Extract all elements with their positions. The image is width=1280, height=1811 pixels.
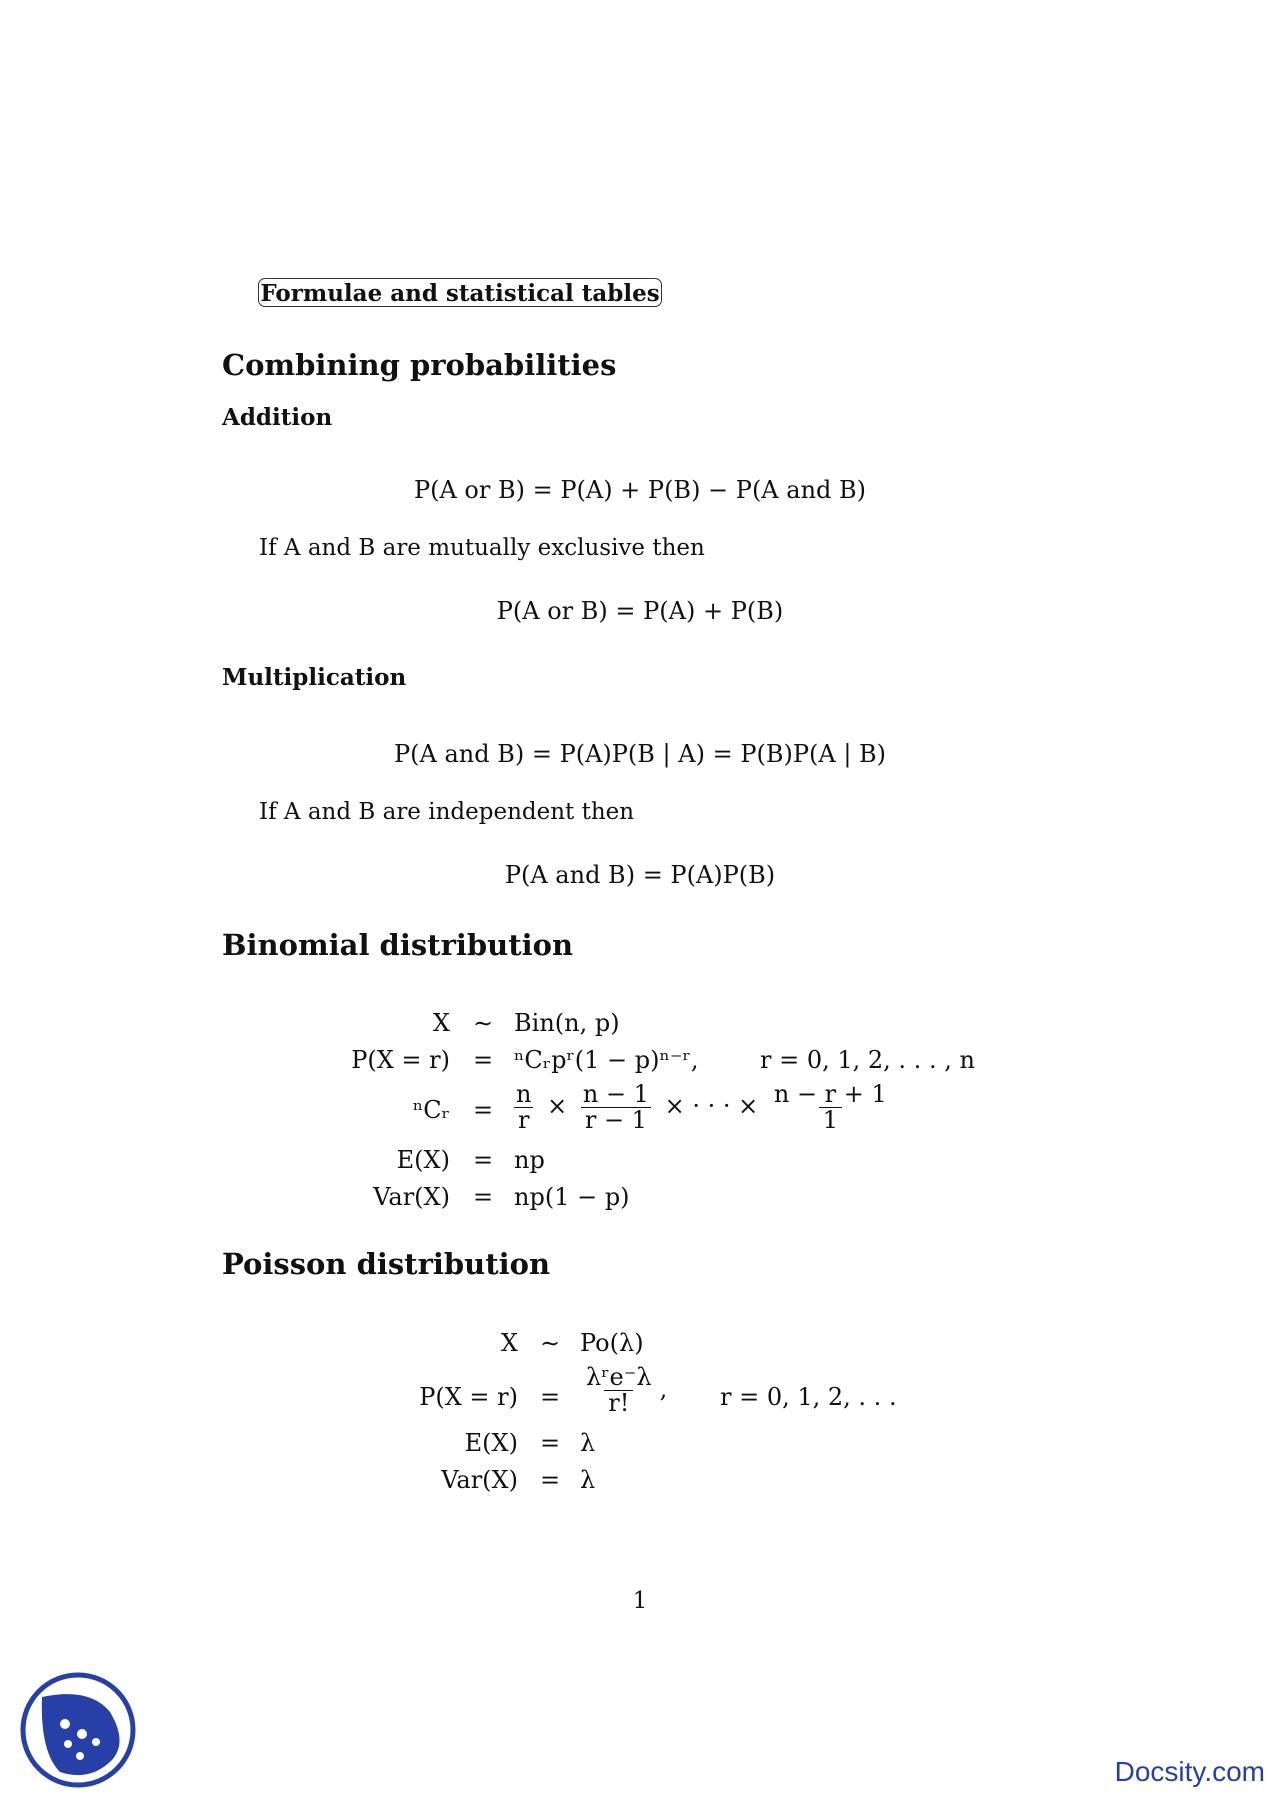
docsity-logo-icon bbox=[20, 1672, 136, 1788]
binomial-variance-rel: = bbox=[472, 1183, 494, 1211]
binomial-rhs: Bin(n, p) bbox=[514, 1009, 620, 1037]
ncr-fraction-3 bbox=[770, 1082, 891, 1133]
poisson-variance-rel: = bbox=[539, 1466, 561, 1494]
poisson-pmf-fraction bbox=[582, 1365, 656, 1416]
binomial-mean-lhs: E(X) bbox=[396, 1146, 450, 1174]
poisson-rhs: Po(λ) bbox=[580, 1329, 644, 1357]
poisson-mean-rhs: λ bbox=[580, 1429, 596, 1457]
poisson-variance-rhs: λ bbox=[580, 1466, 596, 1494]
page-number: 1 bbox=[632, 1588, 648, 1614]
document-title: Formulae and statistical tables bbox=[258, 278, 662, 307]
ncr-fraction-2 bbox=[579, 1082, 653, 1133]
fraction-denominator: r − 1 bbox=[581, 1107, 651, 1133]
independent-equation: P(A and B) = P(A)P(B) bbox=[504, 861, 776, 889]
subsection-heading-addition: Addition bbox=[222, 404, 333, 431]
addition-rule-equation: P(A or B) = P(A) + P(B) − P(A and B) bbox=[413, 476, 867, 504]
binomial-pmf-rel: = bbox=[472, 1046, 494, 1074]
ellipsis-product: × · · · × bbox=[664, 1092, 759, 1121]
poisson-mean-rel: = bbox=[539, 1429, 561, 1457]
fraction-denominator: 1 bbox=[819, 1107, 842, 1133]
fraction-numerator: n − 1 bbox=[582, 1080, 649, 1108]
section-heading-combining: Combining probabilities bbox=[222, 348, 617, 382]
poisson-lhs: X bbox=[500, 1329, 518, 1357]
fraction-denominator: r! bbox=[604, 1390, 633, 1416]
section-heading-poisson: Poisson distribution bbox=[222, 1247, 551, 1281]
binomial-mean-rel: = bbox=[472, 1146, 494, 1174]
poisson-variance-lhs: Var(X) bbox=[441, 1466, 518, 1494]
ncr-fraction-1 bbox=[512, 1082, 535, 1133]
binomial-variance-lhs: Var(X) bbox=[373, 1183, 450, 1211]
trailing-comma: , bbox=[659, 1375, 668, 1404]
poisson-pmf-rel: = bbox=[539, 1383, 561, 1411]
poisson-pmf-range: r = 0, 1, 2, . . . bbox=[720, 1383, 897, 1411]
fraction-numerator: n bbox=[516, 1080, 532, 1108]
ncr-lhs: ⁿCᵣ bbox=[412, 1096, 450, 1124]
poisson-pmf-lhs: P(X = r) bbox=[419, 1383, 518, 1411]
fraction-numerator: n − r + 1 bbox=[773, 1080, 887, 1108]
section-heading-binomial: Binomial distribution bbox=[222, 928, 574, 962]
binomial-rel: ∼ bbox=[472, 1009, 494, 1037]
binomial-variance-rhs: np(1 − p) bbox=[514, 1183, 630, 1211]
mutually-exclusive-text: If A and B are mutually exclusive then bbox=[259, 535, 705, 561]
binomial-pmf-lhs: P(X = r) bbox=[351, 1046, 450, 1074]
binomial-mean-rhs: np bbox=[514, 1146, 545, 1174]
subsection-heading-multiplication: Multiplication bbox=[222, 664, 407, 691]
binomial-pmf-rhs: ⁿCᵣpʳ(1 − p)ⁿ⁻ʳ, bbox=[514, 1046, 699, 1074]
fraction-numerator: λʳe⁻λ bbox=[586, 1363, 652, 1391]
times-symbol: × bbox=[547, 1092, 568, 1121]
fraction-denominator: r bbox=[514, 1107, 533, 1133]
multiplication-rule-equation: P(A and B) = P(A)P(B | A) = P(B)P(A | B) bbox=[393, 740, 887, 768]
poisson-mean-lhs: E(X) bbox=[464, 1429, 518, 1457]
binomial-lhs: X bbox=[432, 1009, 450, 1037]
ncr-product bbox=[508, 1082, 895, 1133]
binomial-pmf-range: r = 0, 1, 2, . . . , n bbox=[760, 1046, 975, 1074]
poisson-rel: ∼ bbox=[539, 1329, 561, 1357]
ncr-rel: = bbox=[472, 1096, 494, 1124]
poisson-pmf-rhs bbox=[578, 1365, 667, 1416]
independent-text: If A and B are independent then bbox=[259, 799, 635, 825]
mutually-exclusive-equation: P(A or B) = P(A) + P(B) bbox=[496, 597, 784, 625]
brand-link[interactable]: Docsity.com bbox=[1114, 1756, 1265, 1787]
